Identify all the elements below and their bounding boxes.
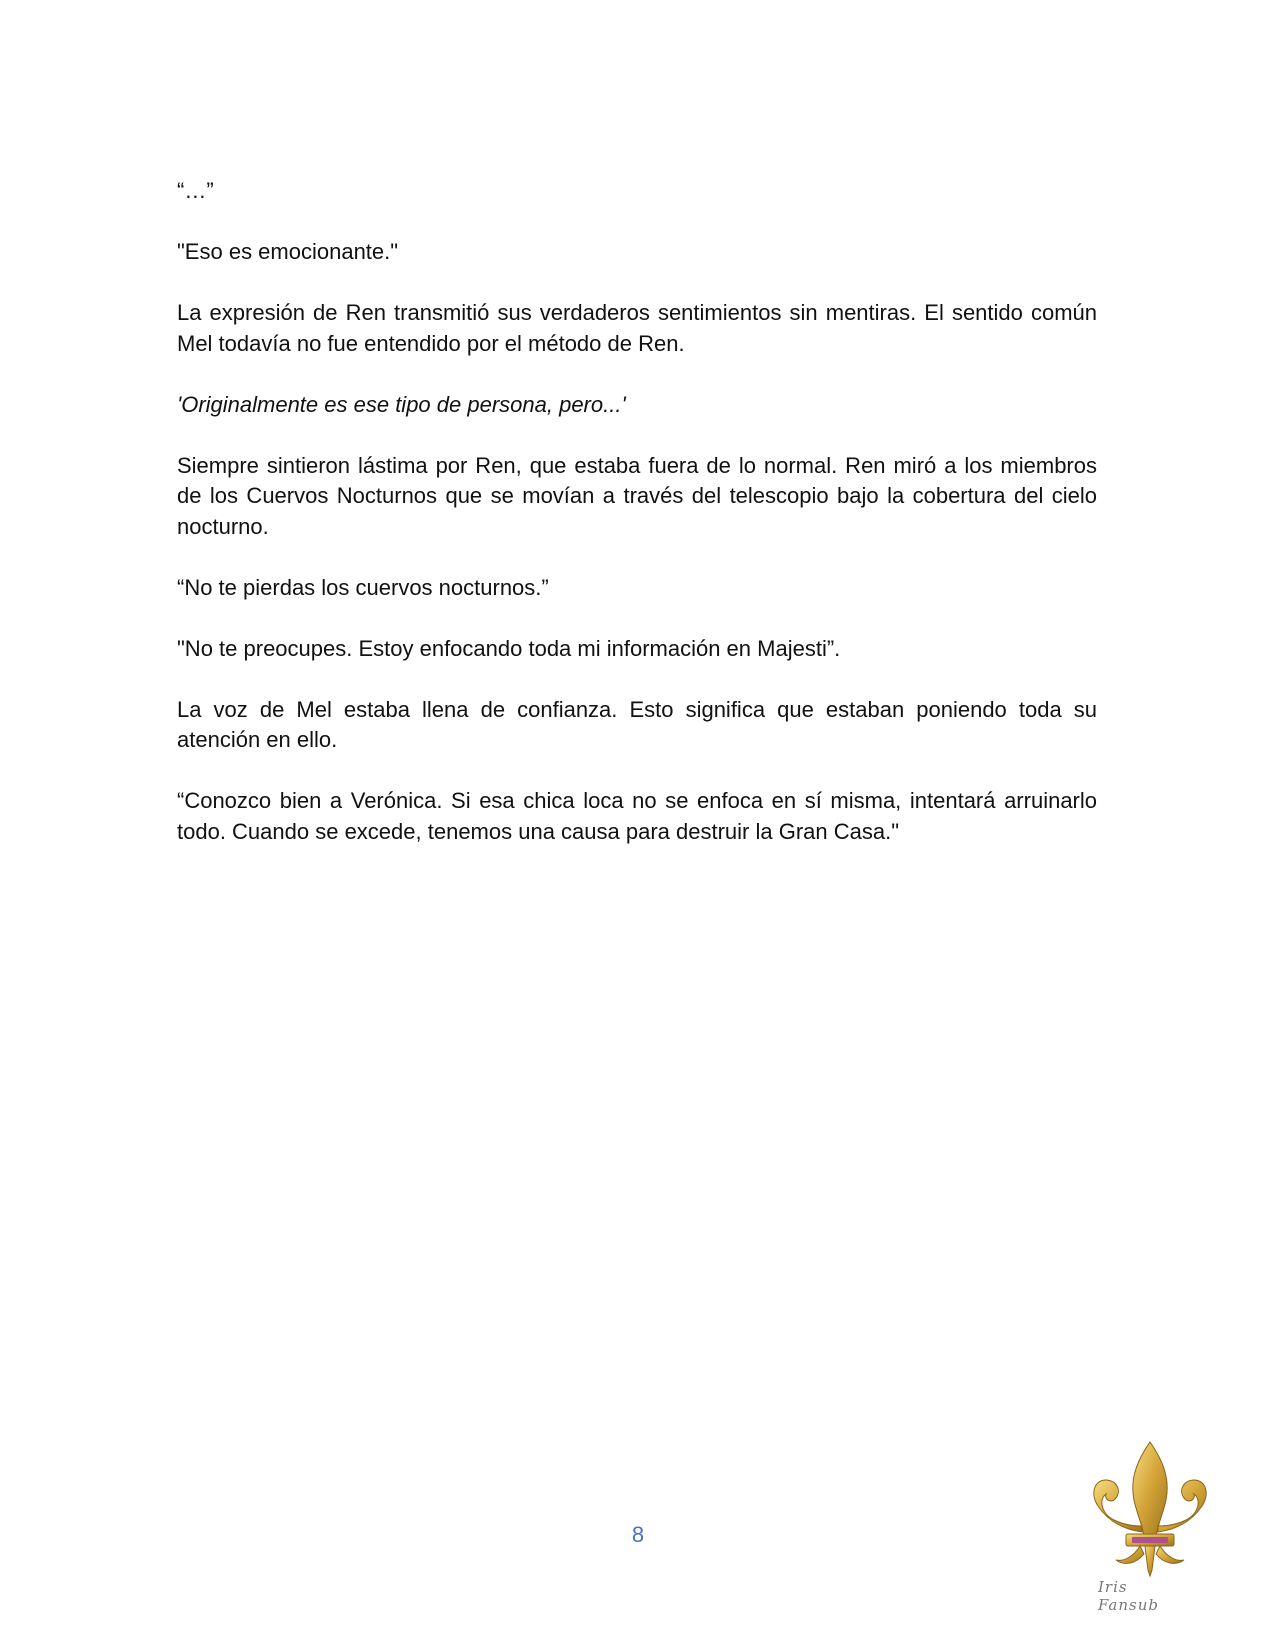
page-number: 8 <box>631 1522 645 1547</box>
paragraph-dialogue-majesti: "No te preocupes. Estoy enfocando toda mi información en Majesti”. <box>177 635 841 661</box>
fleur-de-lis-icon <box>1080 1440 1220 1580</box>
logo-signature: Iris Fansub <box>1098 1578 1159 1614</box>
body-text <box>177 176 1097 878</box>
paragraph-ellipsis: “…” <box>177 178 214 203</box>
paragraph-mel-confidence: La voz de Mel estaba llena de confianza. Esto significa que estaban poniendo toda su atención en ello. <box>177 696 1097 752</box>
paragraph-dialogue-crows: “No te pierdas los cuervos nocturnos.” <box>177 574 549 600</box>
paragraph-dialogue-exciting: "Eso es emocionante." <box>177 239 399 264</box>
paragraph-ren-expression: La expresión de Ren transmitió sus verdaderos sentimientos sin mentiras. El sentido común Mel todavía no fue entendido por el método de Ren. <box>177 300 1097 356</box>
paragraph-pity-ren: Siempre sintieron lástima por Ren, que estaba fuera de lo normal. Ren miró a los miembros de los Cuervos Nocturnos que se movían a través del telescopio bajo la cobertura del cielo nocturno. <box>177 452 1097 539</box>
paragraph-thought: 'Originalmente es ese tipo de persona, pero...' <box>177 391 626 417</box>
paragraph-dialogue-veronica: “Conozco bien a Verónica. Si esa chica loca no se enfoca en sí misma, intentará arruinarlo todo. Cuando se excede, tenemos una causa para destruir la Gran Casa." <box>177 788 1097 844</box>
